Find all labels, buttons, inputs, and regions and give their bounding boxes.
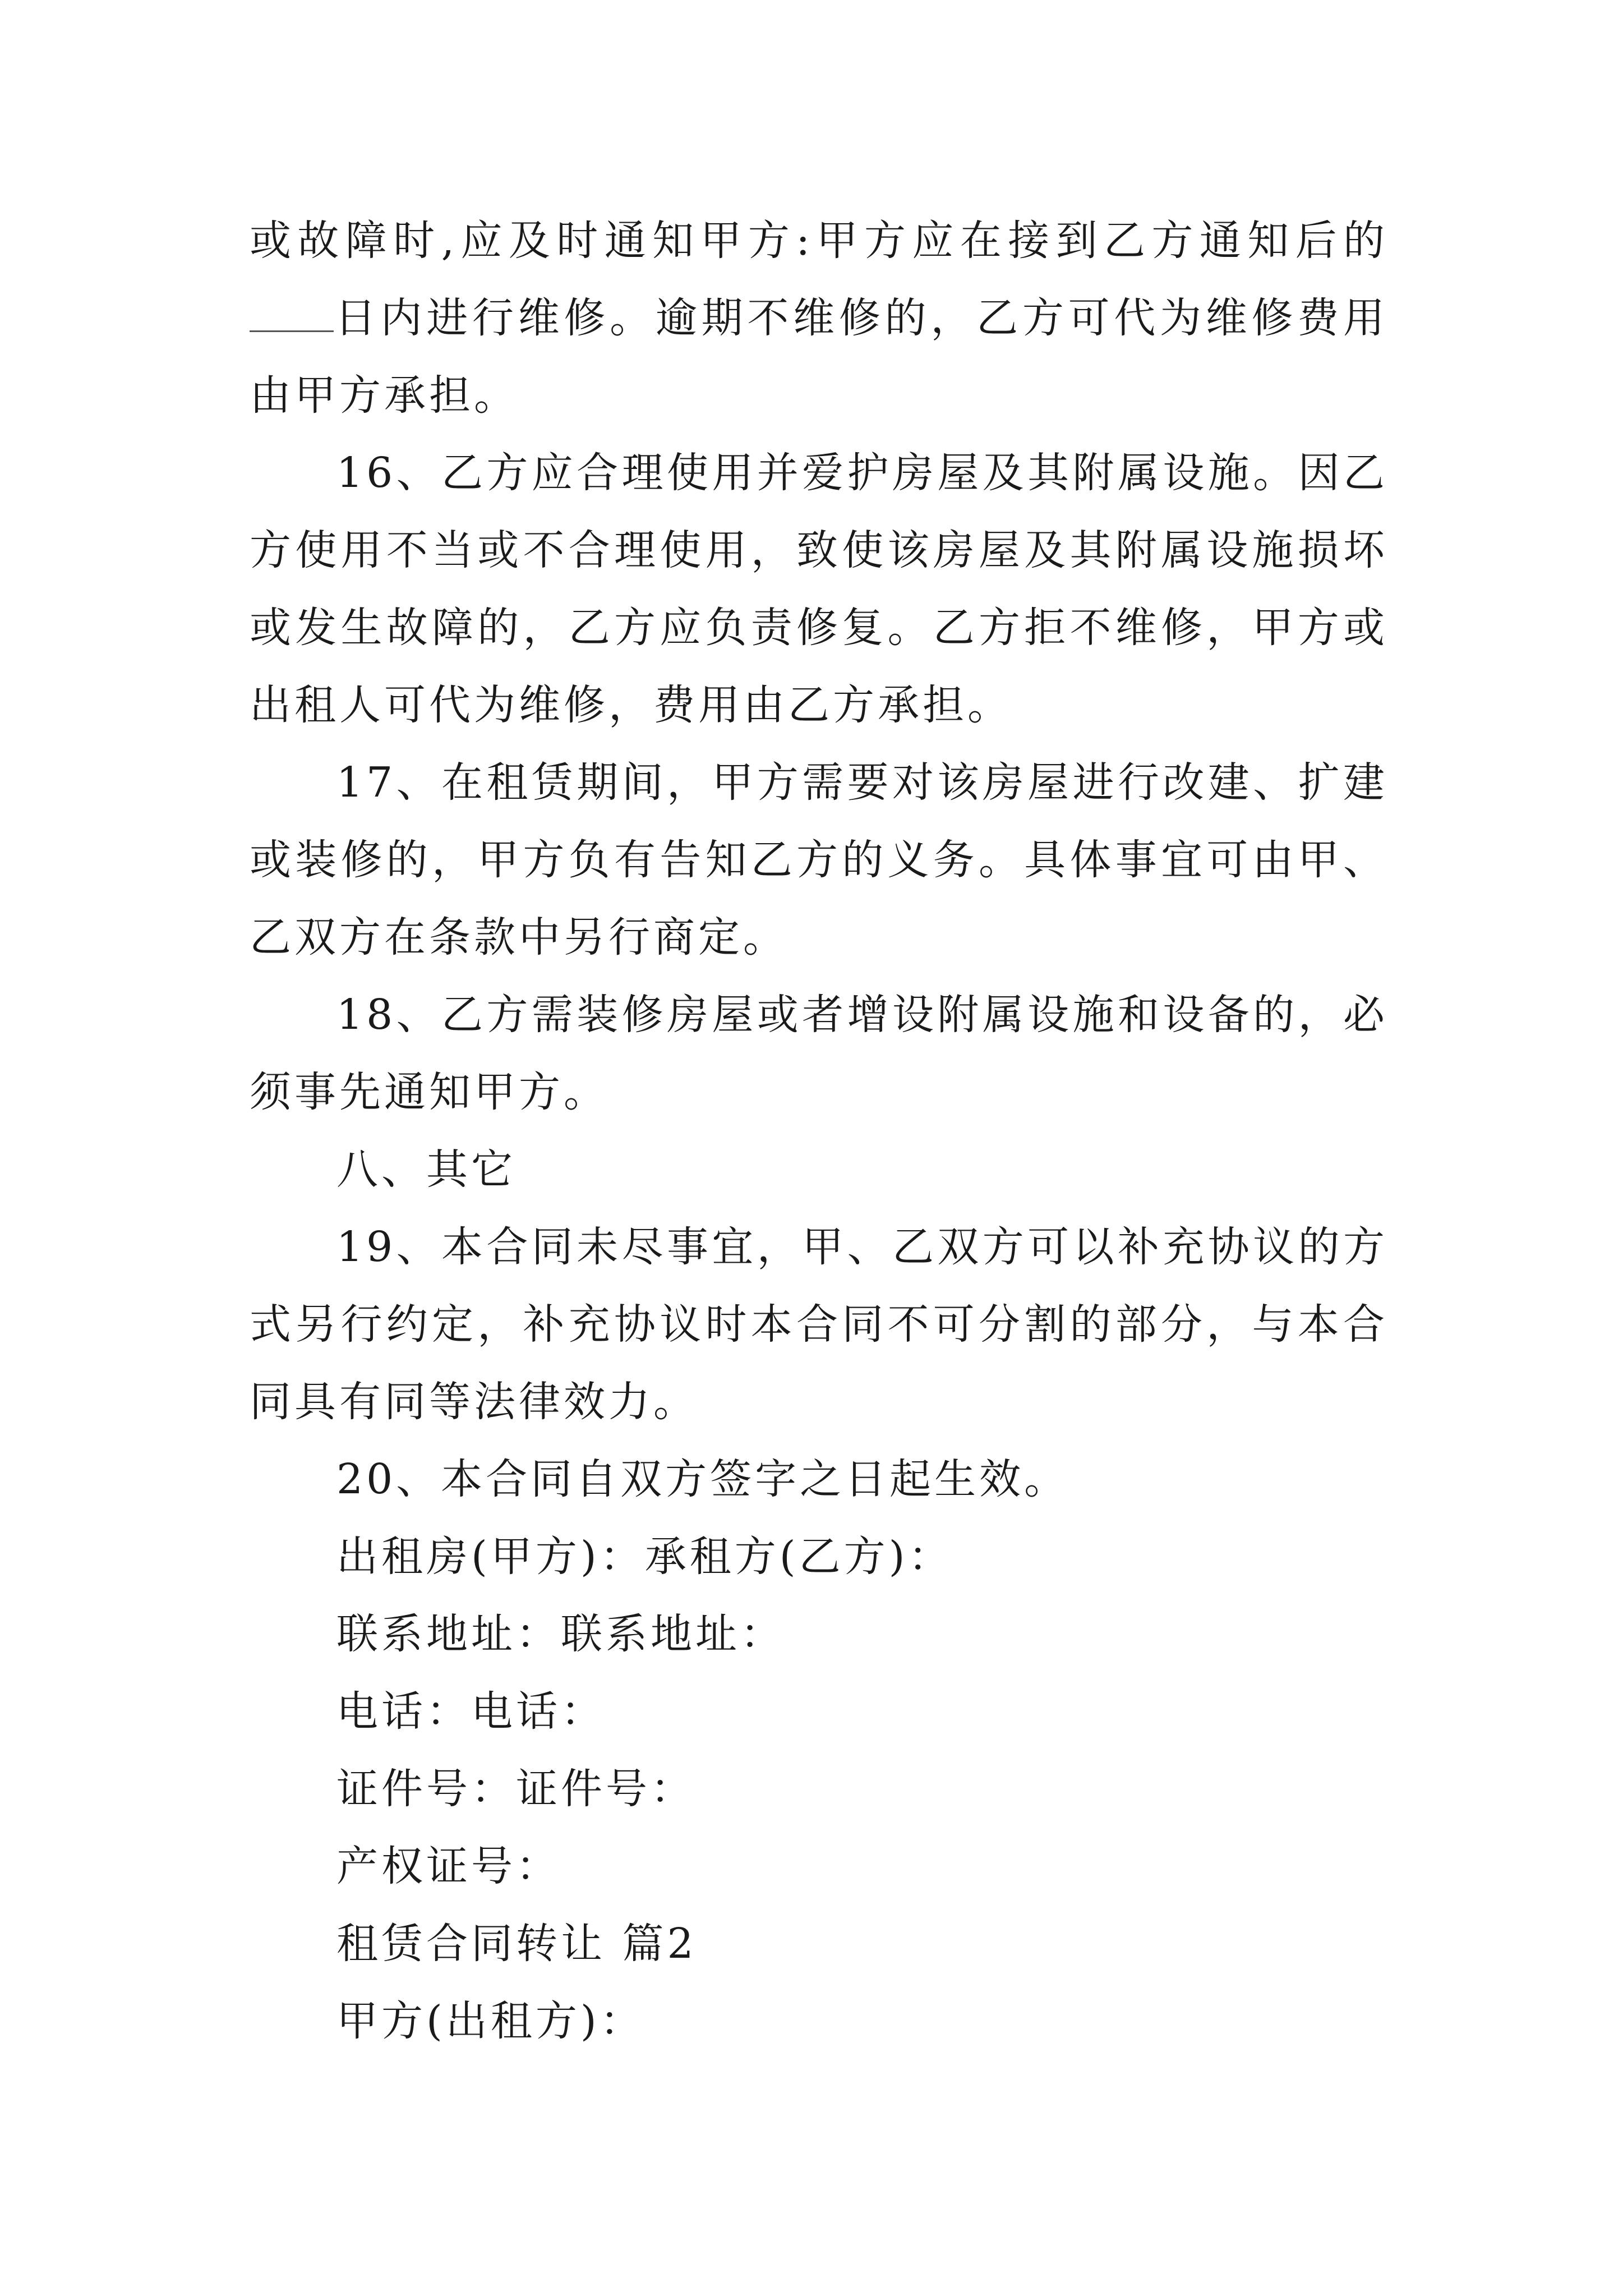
fill-in-blank: [250, 297, 334, 332]
section-heading-other: 八、其它: [336, 1145, 516, 1194]
signature-address-line: 联系地址：联系地址：: [336, 1610, 785, 1658]
signature-id-line: 证件号：证件号：: [336, 1765, 695, 1813]
clause-17: 17、在租赁期间，甲方需要对该房屋进行改建、扩建或装修的，甲方负有告知乙方的义务。具体事宜可由甲、乙双方在条款中另行商定。: [250, 758, 1388, 961]
property-certificate-line: 产权证号：: [336, 1842, 561, 1890]
signature-parties-line: 出租房(甲方)：承租方(乙方)：: [336, 1533, 953, 1581]
party-a-line: 甲方(出租方)：: [336, 1997, 645, 2045]
contract-title-2: 租赁合同转让 篇2: [336, 1920, 697, 1968]
clause-18: 18、乙方需装修房屋或者增设附属设施和设备的，必须事先通知甲方。: [250, 991, 1388, 1116]
clause-20: 20、本合同自双方签字之日起生效。: [336, 1455, 1069, 1503]
signature-phone-line: 电话：电话：: [336, 1687, 606, 1736]
paragraph-text: 或故障时,应及时通知甲方:甲方应在接到乙方通知后的: [250, 217, 1388, 265]
document-body: [250, 202, 1388, 2060]
paragraph-15-continued: [250, 202, 1388, 434]
clause-16: 16、乙方应合理使用并爱护房屋及其附属设施。因乙方使用不当或不合理使用，致使该房屋及其附属设施损坏或发生故障的，乙方应负责修复。乙方拒不维修，甲方或出租人可代为维修，费用由乙方承担。: [250, 449, 1388, 729]
paragraph-text: 日内进行维修。逾期不维修的，乙方可代为维修费用由甲方承担。: [250, 294, 1388, 420]
clause-19: 19、本合同未尽事宜，甲、乙双方可以补充协议的方式另行约定，补充协议时本合同不可分割的部分，与本合同具有同等法律效力。: [250, 1223, 1388, 1426]
